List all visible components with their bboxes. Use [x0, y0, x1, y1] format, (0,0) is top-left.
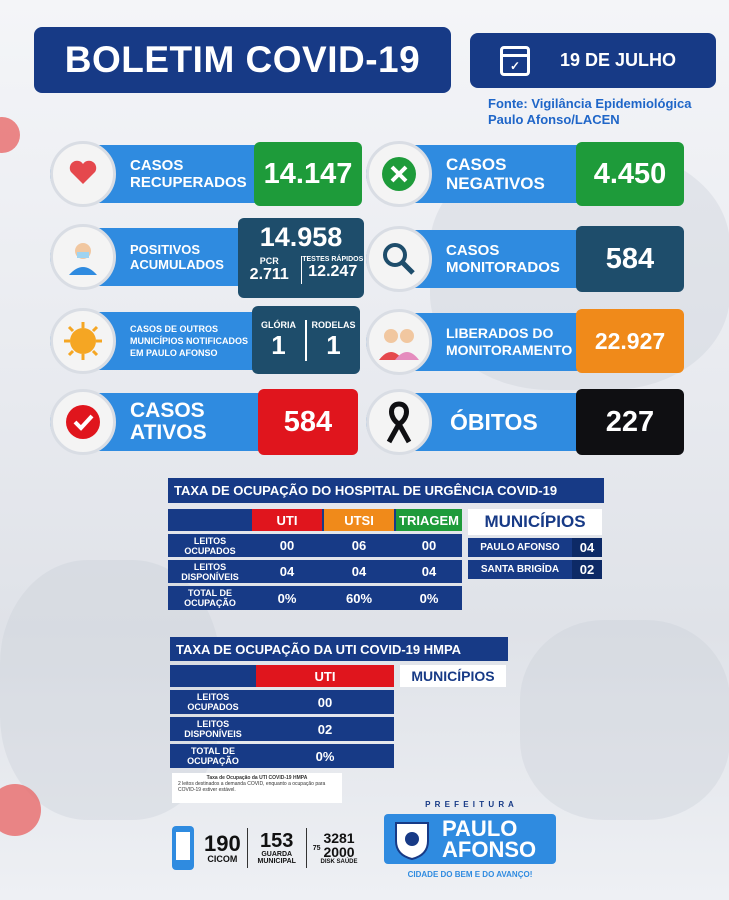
card-outros — [50, 312, 260, 370]
pcr-label: PCR — [259, 256, 279, 266]
row-label: TOTAL DE OCUPAÇÃO — [184, 588, 236, 608]
card-obitos — [366, 393, 582, 451]
card-ativos — [50, 393, 266, 451]
cell: 60% — [345, 590, 373, 606]
prefeitura-logo — [384, 800, 556, 884]
hmpa-note — [172, 773, 342, 803]
coat-of-arms-icon — [390, 817, 434, 861]
card-monitorados — [366, 230, 582, 288]
rapidos-label: TESTES RÁPIDOS — [302, 256, 364, 263]
cell: 00 — [421, 538, 437, 553]
municipio-name: SANTA BRIGÍDA — [480, 564, 560, 575]
recuperados-value: 14.147 — [254, 142, 362, 206]
logo-slogan: CIDADE DO BEM E DO AVANÇO! — [407, 870, 533, 879]
municipio-name: PAULO AFONSO — [480, 542, 560, 553]
card-label: CASOS ATIVOS — [130, 399, 207, 444]
rodelas-label: RODELAS — [311, 319, 356, 330]
virus-icon — [0, 100, 32, 170]
card-negativos — [366, 145, 582, 203]
monitorados-value: 584 — [576, 226, 684, 292]
page-title — [34, 27, 451, 93]
date-text: 19 DE JULHO — [560, 50, 677, 70]
cell: 04 — [351, 564, 367, 579]
source-line-1: Fonte: Vigilância Epidemiológica — [488, 96, 692, 111]
positivos-box — [238, 218, 364, 298]
virus-icon — [50, 308, 116, 374]
obitos-value: 227 — [576, 389, 684, 455]
ribbon-icon — [366, 389, 432, 455]
col-uti: UTI — [256, 665, 394, 687]
note-text: 2 leitos destinados a demanda COVID, enquanto a ocupação para COVID-19 estiver estável. — [178, 781, 326, 793]
magnifier-icon — [366, 226, 432, 292]
row-label: LEITOS DISPONÍVEIS — [181, 561, 239, 582]
card-label: CASOS NEGATIVOS — [446, 155, 545, 193]
card-liberados — [366, 313, 582, 371]
col-utsi: UTSI — [324, 509, 394, 531]
row-label: TOTAL DE OCUPAÇÃO — [187, 746, 239, 766]
cell: 04 — [421, 564, 437, 579]
cell: 06 — [351, 538, 367, 553]
date-badge — [470, 33, 716, 88]
phone-guarda: 153 GUARDA MUNICIPAL — [257, 830, 296, 865]
row-label: LEITOS OCUPADOS — [184, 535, 236, 556]
cell: 00 — [317, 694, 333, 710]
close-icon — [366, 141, 432, 207]
row-label: LEITOS DISPONÍVEIS — [184, 719, 242, 739]
phone-icon — [168, 823, 198, 873]
heart-hands-icon — [50, 141, 116, 207]
cell: 0% — [277, 590, 297, 606]
source-line-2: Paulo Afonso/LACEN — [488, 112, 620, 127]
liberados-value: 22.927 — [576, 309, 684, 373]
note-title: Taxa de Ocupação da UTI COVID-19 HMPA — [206, 775, 308, 781]
card-label: CASOS MONITORADOS — [446, 242, 560, 276]
phone-disk-saude: 75 3281 2000 DISK SAÚDE — [312, 830, 358, 865]
card-positivos — [50, 228, 250, 286]
title-text: BOLETIM COVID-19 — [64, 39, 421, 80]
bg-building-shape — [520, 620, 729, 820]
municipios-title: MUNICÍPIOS — [400, 665, 506, 687]
check-icon — [50, 389, 116, 455]
hmpa-table — [170, 637, 510, 812]
cell: 0% — [419, 590, 439, 606]
cell: 00 — [279, 538, 295, 553]
cell: 04 — [279, 564, 295, 579]
ativos-value: 584 — [258, 389, 358, 455]
card-label: POSITIVOS ACUMULADOS — [130, 242, 224, 272]
municipios-title: MUNICÍPIOS — [468, 509, 602, 535]
negativos-value: 4.450 — [576, 142, 684, 206]
virus-icon — [0, 765, 60, 855]
card-label: ÓBITOS — [450, 408, 538, 435]
card-recuperados — [50, 145, 262, 203]
footer-phones — [168, 818, 368, 878]
source-note — [488, 96, 691, 128]
positivos-value: 14.958 — [259, 222, 343, 252]
hospital-table — [168, 478, 608, 608]
municipio-value: 04 — [572, 538, 602, 557]
logo-top-text: P R E F E I T U R A — [425, 800, 515, 809]
cell: 02 — [317, 721, 333, 737]
card-label: LIBERADOS DO MONITORAMENTO — [446, 325, 573, 358]
gloria-value: 1 — [271, 329, 286, 360]
col-uti: UTI — [252, 509, 322, 531]
row-label: LEITOS OCUPADOS — [187, 692, 239, 712]
col-triagem: TRIAGEM — [396, 509, 462, 531]
card-label: CASOS DE OUTROS MUNICÍPIOS NOTIFICADOS EM PAULO AFONSO — [130, 324, 249, 358]
rapidos-value: 12.247 — [308, 263, 358, 280]
card-label: CASOS RECUPERADOS — [130, 157, 247, 191]
logo-city: PAULO AFONSO — [442, 816, 537, 862]
pcr-value: 2.711 — [249, 266, 289, 283]
people-icon — [366, 309, 432, 375]
gloria-label: GLÓRIA — [261, 319, 296, 330]
hmpa-table-title: TAXA DE OCUPAÇÃO DA UTI COVID-19 HMPA — [170, 637, 508, 661]
cell: 0% — [315, 748, 335, 764]
hospital-table-title: TAXA DE OCUPAÇÃO DO HOSPITAL DE URGÊNCIA COVID-19 — [168, 478, 604, 503]
person-mask-icon — [50, 224, 116, 290]
rodelas-value: 1 — [326, 329, 341, 360]
municipio-value: 02 — [572, 560, 602, 579]
outros-box — [252, 306, 360, 374]
phone-cicom: 190 CICOM — [204, 830, 241, 864]
calendar-icon: ✓ — [500, 46, 530, 76]
